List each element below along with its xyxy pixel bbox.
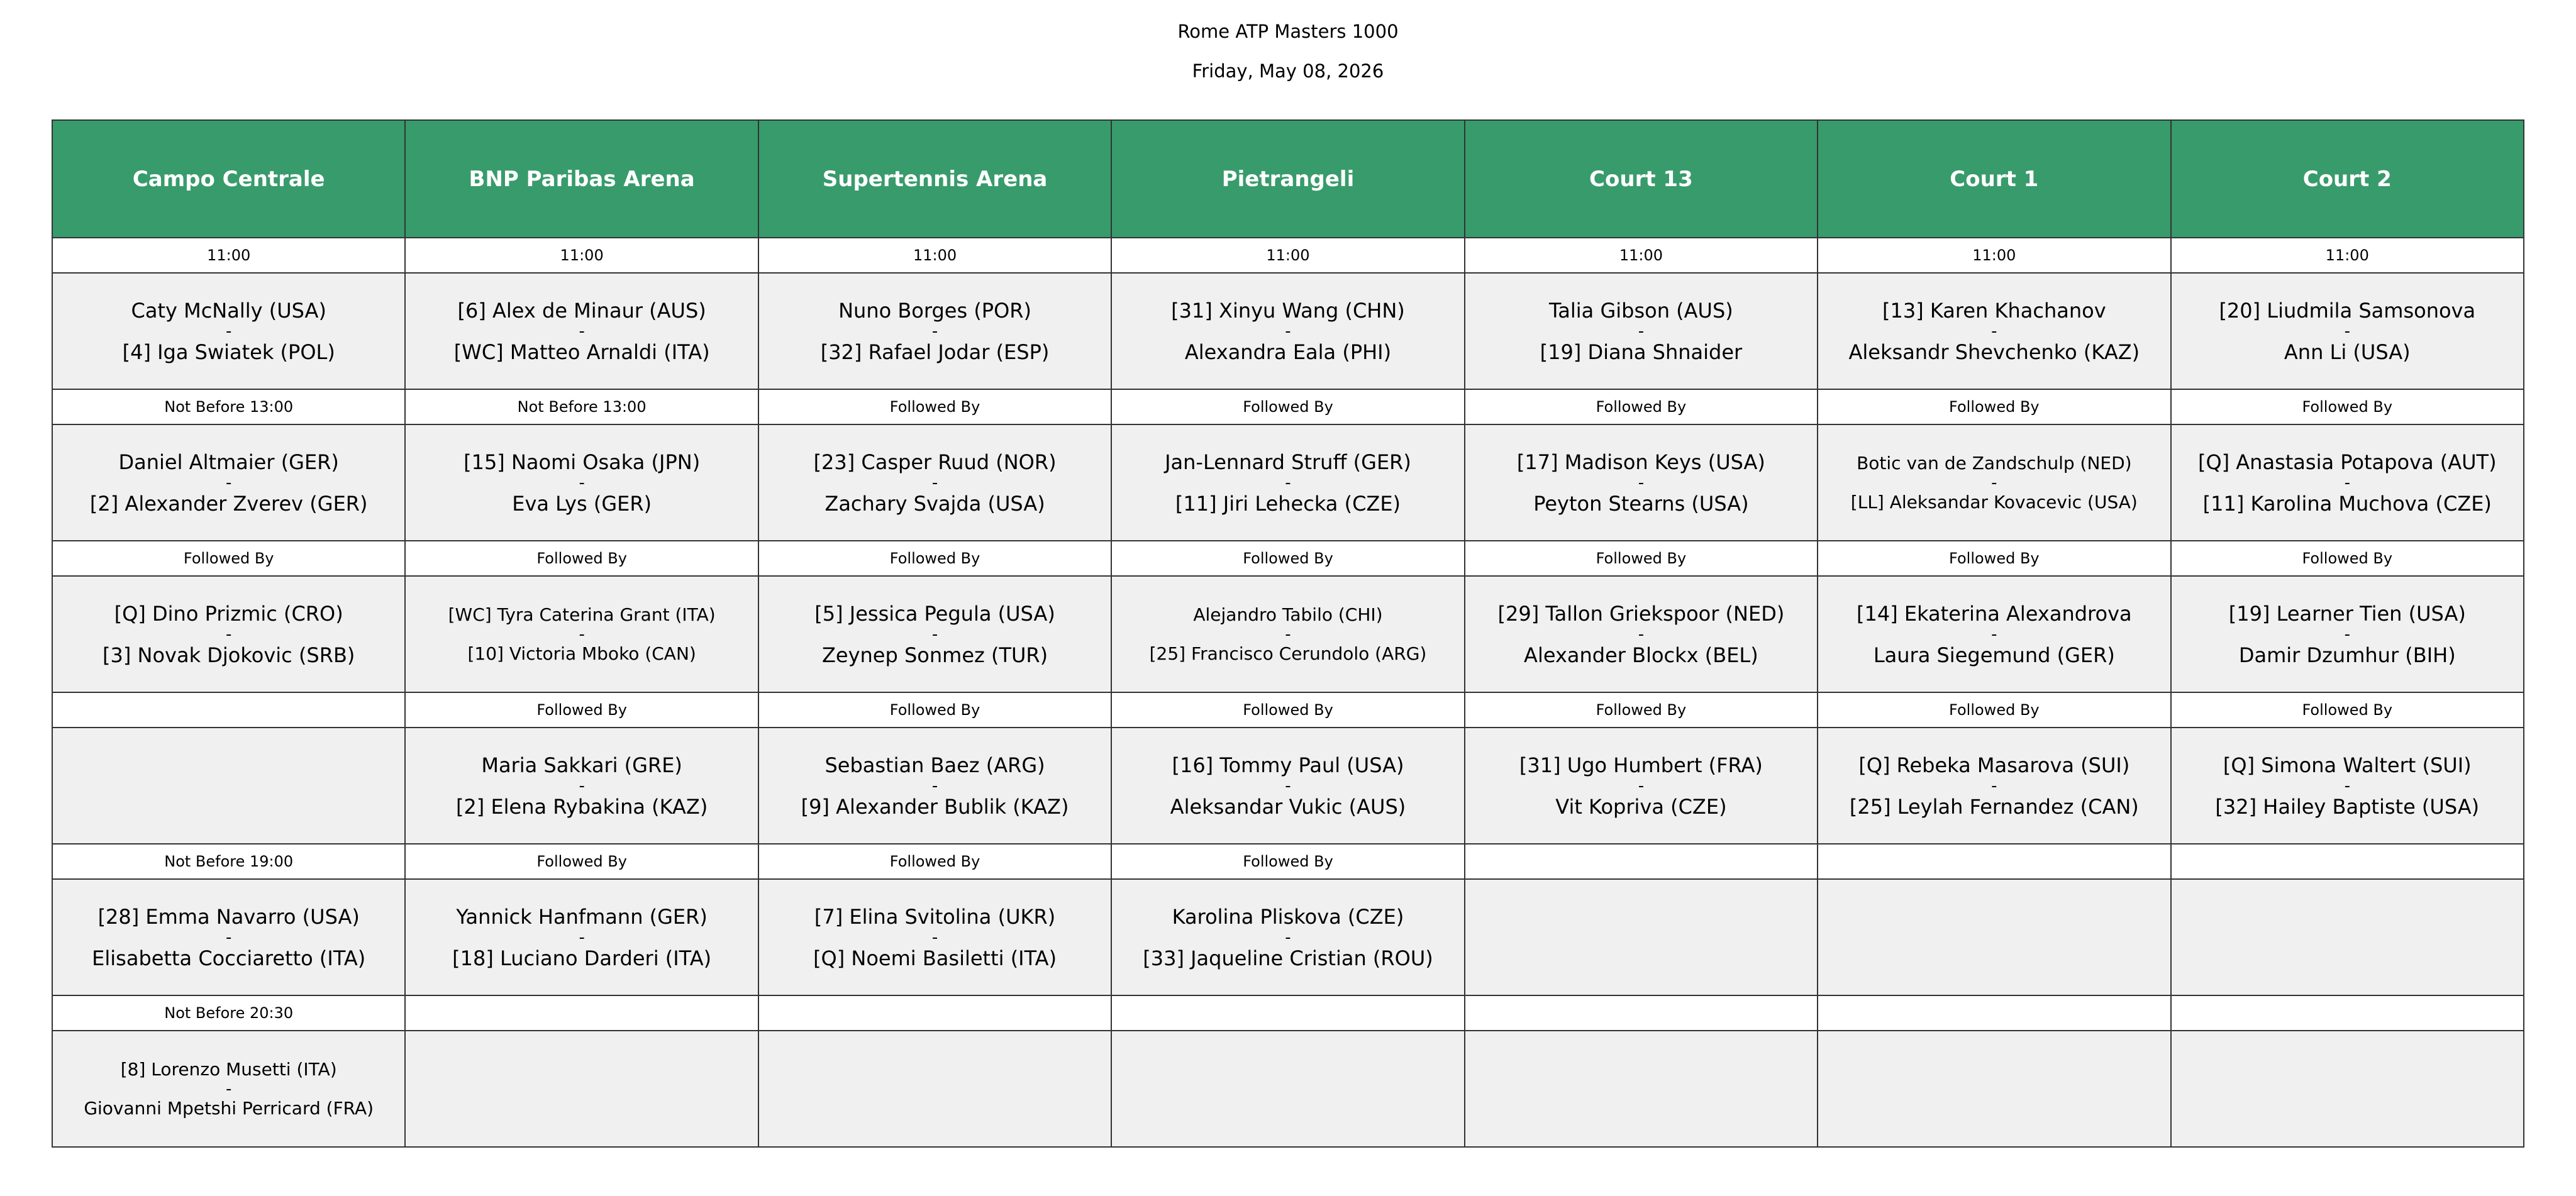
start-time-label [1465,844,1818,879]
player-one: [15] Naomi Osaka (JPN) [464,450,701,474]
versus-separator: - [931,927,938,947]
start-time-label: Followed By [1111,692,1464,728]
start-time-label: 11:00 [405,238,758,273]
match-row [52,424,2524,541]
match-cell [1465,1031,1818,1147]
versus-separator: - [579,624,585,644]
match-cell [405,879,758,995]
player-two: [32] Rafael Jodar (ESP) [820,340,1050,364]
match-cell [1111,1031,1464,1147]
player-two: Laura Siegemund (GER) [1873,643,2115,667]
player-two: Aleksandar Vukic (AUS) [1170,794,1406,819]
match-cell [405,728,758,844]
player-two: Eva Lys (GER) [512,491,652,516]
player-one: Alejandro Tabilo (CHI) [1193,604,1383,625]
start-time-label [2171,844,2524,879]
player-one: [5] Jessica Pegula (USA) [814,601,1055,626]
player-one: Botic van de Zandschulp (NED) [1857,452,2132,473]
versus-separator: - [931,473,938,492]
versus-separator: - [2344,624,2350,644]
start-time-label: 11:00 [1818,238,2170,273]
versus-separator: - [226,624,232,644]
match-cell [1465,424,1818,541]
player-two: [11] Jiri Lehecka (CZE) [1175,491,1401,516]
player-one: [Q] Anastasia Potapova (AUT) [2197,450,2497,474]
timing-row [52,238,2524,273]
versus-separator: - [1638,776,1645,795]
match-cell [758,728,1111,844]
versus-separator: - [1991,624,1997,644]
player-one: Yannick Hanfmann (GER) [456,904,708,929]
start-time-label [1465,995,1818,1031]
match-cell [2171,1031,2524,1147]
match-cell [52,1031,405,1147]
player-one: [6] Alex de Minaur (AUS) [457,298,706,323]
schedule-body [52,238,2524,1147]
match-cell [1465,728,1818,844]
start-time-label: Followed By [1818,692,2170,728]
versus-separator: - [1285,473,1291,492]
versus-separator: - [2344,776,2350,795]
versus-separator: - [931,321,938,341]
versus-separator: - [931,776,938,795]
court-header: Court 2 [2171,120,2524,238]
match-cell [2171,879,2524,995]
player-two: [3] Novak Djokovic (SRB) [103,643,355,667]
versus-separator: - [1991,321,1997,341]
player-two: Zachary Svajda (USA) [824,491,1045,516]
versus-separator: - [226,321,232,341]
match-cell [405,424,758,541]
start-time-label: Not Before 13:00 [52,389,405,424]
timing-row [52,389,2524,424]
player-one: [8] Lorenzo Musetti (ITA) [120,1058,337,1080]
start-time-label: Followed By [1818,541,2170,576]
match-cell [2171,273,2524,389]
player-two: [33] Jaqueline Cristian (ROU) [1143,946,1433,970]
player-one: Caty McNally (USA) [131,298,326,323]
versus-separator: - [1285,624,1291,644]
start-time-label: Followed By [405,541,758,576]
start-time-label: 11:00 [52,238,405,273]
player-one: [31] Xinyu Wang (CHN) [1171,298,1405,323]
start-time-label: Followed By [2171,692,2524,728]
player-one: [Q] Rebeka Masarova (SUI) [1858,753,2130,777]
start-time-label: 11:00 [2171,238,2524,273]
versus-separator: - [1638,321,1645,341]
match-cell [405,576,758,692]
start-time-label: Followed By [52,541,405,576]
match-cell [1818,576,2170,692]
match-row [52,576,2524,692]
match-cell [1818,1031,2170,1147]
player-one: Talia Gibson (AUS) [1549,298,1733,323]
court-header: Campo Centrale [52,120,405,238]
match-cell [1111,273,1464,389]
player-two: Elisabetta Cocciaretto (ITA) [92,946,366,970]
player-two: Alexandra Eala (PHI) [1184,340,1392,364]
player-one: [WC] Tyra Caterina Grant (ITA) [448,604,716,625]
player-one: [28] Emma Navarro (USA) [97,904,360,929]
match-cell [52,273,405,389]
player-one: [13] Karen Khachanov [1882,298,2106,323]
player-two: [4] Iga Swiatek (POL) [122,340,335,364]
match-cell [758,273,1111,389]
versus-separator: - [579,776,585,795]
match-cell [758,576,1111,692]
court-header-row [52,120,2524,238]
start-time-label: Followed By [1111,844,1464,879]
start-time-label: Followed By [1111,389,1464,424]
match-cell [52,728,405,844]
start-time-label: 11:00 [1465,238,1818,273]
match-cell [2171,424,2524,541]
court-header: Court 1 [1818,120,2170,238]
start-time-label: Not Before 19:00 [52,844,405,879]
match-cell [52,576,405,692]
player-two: [2] Alexander Zverev (GER) [89,491,368,516]
start-time-label [758,995,1111,1031]
match-cell [1111,424,1464,541]
start-time-label: Followed By [1465,541,1818,576]
player-one: [23] Casper Ruud (NOR) [813,450,1057,474]
start-time-label: Followed By [405,692,758,728]
player-one: [19] Learner Tien (USA) [2228,601,2466,626]
match-cell [1465,273,1818,389]
versus-separator: - [226,1079,232,1099]
match-cell [1465,576,1818,692]
versus-separator: - [579,927,585,947]
start-time-label: Followed By [758,844,1111,879]
versus-separator: - [1285,776,1291,795]
timing-row [52,541,2524,576]
timing-row [52,692,2524,728]
start-time-label: Followed By [1465,692,1818,728]
start-time-label: Followed By [758,541,1111,576]
player-two: [2] Elena Rybakina (KAZ) [455,794,708,819]
match-cell [1818,728,2170,844]
start-time-label: Followed By [758,692,1111,728]
match-cell [1465,879,1818,995]
player-one: [16] Tommy Paul (USA) [1172,753,1404,777]
match-cell [405,1031,758,1147]
start-time-label [1818,844,2170,879]
match-cell [52,879,405,995]
start-time-label: Followed By [405,844,758,879]
versus-separator: - [226,927,232,947]
start-time-label: 11:00 [758,238,1111,273]
player-one: Maria Sakkari (GRE) [481,753,682,777]
start-time-label: Followed By [1465,389,1818,424]
match-row [52,728,2524,844]
player-one: [Q] Simona Waltert (SUI) [2223,753,2472,777]
player-two: Vit Kopriva (CZE) [1555,794,1727,819]
player-two: [25] Leylah Fernandez (CAN) [1849,794,2139,819]
match-cell [758,424,1111,541]
match-row [52,1031,2524,1147]
player-two: [25] Francisco Cerundolo (ARG) [1149,643,1427,664]
start-time-label: Not Before 20:30 [52,995,405,1031]
versus-separator: - [1638,473,1645,492]
player-two: [WC] Matteo Arnaldi (ITA) [453,340,710,364]
start-time-label [2171,995,2524,1031]
player-one: Nuno Borges (POR) [838,298,1031,323]
player-one: Jan-Lennard Struff (GER) [1165,450,1411,474]
match-cell [1111,576,1464,692]
match-cell [1111,879,1464,995]
timing-row [52,844,2524,879]
order-of-play-table [52,119,2524,1148]
match-cell [2171,728,2524,844]
versus-separator: - [2344,473,2350,492]
timing-row [52,995,2524,1031]
player-one: [14] Ekaterina Alexandrova [1857,601,2132,626]
start-time-label: Followed By [1111,541,1464,576]
start-time-label: Followed By [1818,389,2170,424]
versus-separator: - [1991,473,1997,492]
player-two: [32] Hailey Baptiste (USA) [2215,794,2480,819]
player-two: [10] Victoria Mboko (CAN) [467,643,696,664]
player-one: [7] Elina Svitolina (UKR) [814,904,1056,929]
match-cell [1818,424,2170,541]
player-one: [31] Ugo Humbert (FRA) [1519,753,1763,777]
match-cell [758,879,1111,995]
player-two: Alexander Blockx (BEL) [1524,643,1758,667]
court-header: BNP Paribas Arena [405,120,758,238]
player-one: Karolina Pliskova (CZE) [1172,904,1404,929]
tournament-title: Rome ATP Masters 1000 [1177,21,1399,42]
player-one: [17] Madison Keys (USA) [1516,450,1765,474]
court-header: Pietrangeli [1111,120,1464,238]
player-two: Zeynep Sonmez (TUR) [821,643,1048,667]
start-time-label: Not Before 13:00 [405,389,758,424]
versus-separator: - [1991,776,1997,795]
start-time-label [52,692,405,728]
player-two: [19] Diana Shnaider [1540,340,1743,364]
match-cell [2171,576,2524,692]
match-cell [758,1031,1111,1147]
start-time-label: Followed By [758,389,1111,424]
versus-separator: - [931,624,938,644]
player-two: Ann Li (USA) [2284,340,2411,364]
player-two: [9] Alexander Bublik (KAZ) [801,794,1069,819]
court-header: Supertennis Arena [758,120,1111,238]
court-header: Court 13 [1465,120,1818,238]
start-time-label: 11:00 [1111,238,1464,273]
versus-separator: - [579,473,585,492]
player-two: Peyton Stearns (USA) [1533,491,1749,516]
start-time-label [1818,995,2170,1031]
versus-separator: - [579,321,585,341]
match-row [52,273,2524,389]
player-one: Sebastian Baez (ARG) [824,753,1045,777]
match-row [52,879,2524,995]
player-two: Damir Dzumhur (BIH) [2238,643,2456,667]
match-cell [52,424,405,541]
match-cell [1111,728,1464,844]
player-two: [Q] Noemi Basiletti (ITA) [813,946,1057,970]
player-two: [LL] Aleksandar Kovacevic (USA) [1850,491,2138,512]
player-two: Aleksandr Shevchenko (KAZ) [1848,340,2140,364]
versus-separator: - [1638,624,1645,644]
player-two: [18] Luciano Darderi (ITA) [452,946,712,970]
player-one: [29] Tallon Griekspoor (NED) [1497,601,1785,626]
player-two: Giovanni Mpetshi Perricard (FRA) [84,1097,374,1119]
start-time-label [405,995,758,1031]
versus-separator: - [1285,927,1291,947]
start-time-label: Followed By [2171,389,2524,424]
match-cell [1818,879,2170,995]
player-one: [Q] Dino Prizmic (CRO) [114,601,343,626]
schedule-date: Friday, May 08, 2026 [1192,60,1384,82]
match-cell [405,273,758,389]
start-time-label [1111,995,1464,1031]
start-time-label: Followed By [2171,541,2524,576]
versus-separator: - [1285,321,1291,341]
match-cell [1818,273,2170,389]
versus-separator: - [226,473,232,492]
versus-separator: - [2344,321,2350,341]
player-one: Daniel Altmaier (GER) [118,450,339,474]
player-two: [11] Karolina Muchova (CZE) [2202,491,2492,516]
player-one: [20] Liudmila Samsonova [2219,298,2476,323]
